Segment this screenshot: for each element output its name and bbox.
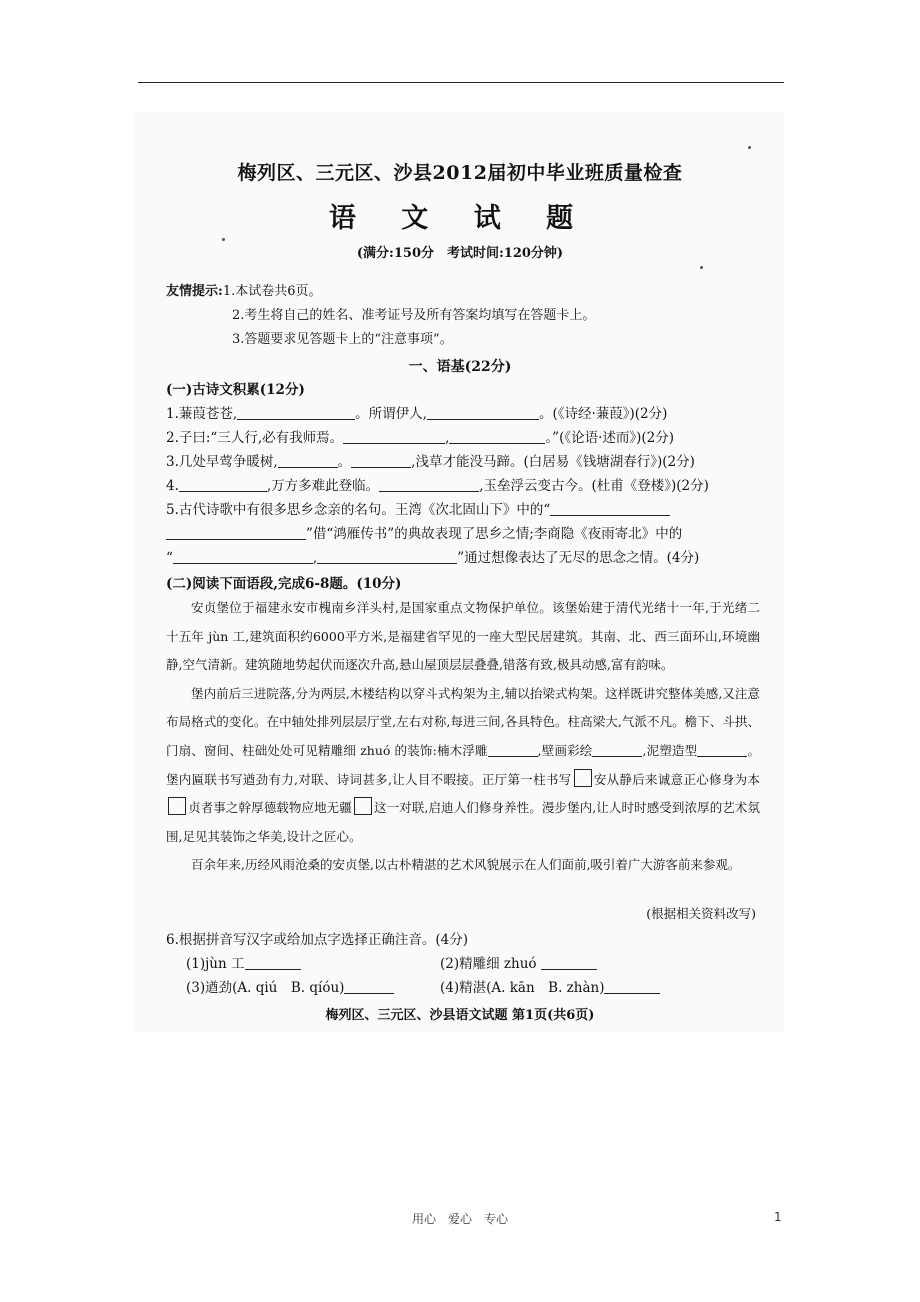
answer-blank: [351, 453, 411, 468]
tip-text: 1.本试卷共6页。: [222, 284, 322, 299]
document-footer-motto: 用心 爱心 专心: [411, 1212, 508, 1226]
q2-text: 。”(《论语·述而》)(2分): [545, 430, 675, 446]
tip-1: [166, 282, 322, 302]
question-6-stem: 6.根据拼音写汉字或给加点字选择正确注音。(4分): [166, 932, 469, 948]
passage-text: 。堡内匾联书写遒劲有力,对联、诗词甚多,让人目不暇接。正厅第一柱书写: [166, 742, 760, 787]
question-4: [166, 476, 709, 496]
answer-blank: [245, 955, 301, 970]
tip-3: 3.答题要求见答题卡上的“注意事项”。: [232, 332, 453, 347]
q6-option-3: [186, 978, 394, 998]
answer-blank: [379, 477, 479, 492]
passage-paragraph: 百余年来,历经风雨沧桑的安贞堡,以古朴精湛的艺术风貌展示在人们面前,吸引着广大游客前来参观。: [191, 857, 741, 873]
question-2: [166, 428, 674, 448]
blank-box: [168, 797, 186, 815]
page-footer: 梅列区、三元区、沙县语文试题 第1页(共6页): [325, 1008, 595, 1023]
passage-text: 这一对联,启迪人们修身养性。漫步堡内,让人时时感受到浓厚的艺术氛围,足见其装饰之华美,设计之匠心。: [166, 800, 760, 844]
q1-text: 。所谓伊人,: [355, 406, 427, 422]
q3-text: 3.几处早莺争暖树,: [166, 454, 278, 470]
section-heading: 一、语基(22分): [408, 359, 512, 375]
q5-text: 5.古代诗歌中有很多思乡念亲的名句。王湾《次北固山下》中的“: [166, 502, 551, 518]
q4-text: ,玉垒浮云变古今。(杜甫《登楼》)(2分): [479, 478, 709, 494]
q3-text: 。: [337, 454, 352, 470]
q5-text: ”借“鸿雁传书”的典故表现了思乡之情;李商隐《夜雨寄北》中的: [306, 526, 683, 542]
tip-2: 2.考生将自己的姓名、准考证号及所有答案均填写在答题卡上。: [232, 308, 596, 323]
tips-label: 友情提示:: [166, 284, 223, 299]
answer-blank: [343, 429, 445, 444]
passage-text: ,壁画彩绘: [537, 742, 593, 758]
q2-text: 2.子曰:“三人行,必有我师焉。: [166, 430, 344, 446]
answer-blank: [541, 955, 597, 970]
q3-text: ,浅草才能没马蹄。(白居易《钱塘湖春行》)(2分): [411, 454, 695, 470]
answer-blank: [278, 453, 338, 468]
subject-title: 语 文 试 题: [328, 203, 592, 234]
passage-paragraph: 安贞堡位于福建永安市槐南乡洋头村,是国家重点文物保护单位。该堡始建于清代光绪十一年,于光绪二十五年 jùn 工,建筑面积约6000平方米,是福建省罕见的一座大型民居建筑。其南、北、西三面环山,环境幽静,空气清新。建筑随地势起伏而逐次升高,悬山屋顶层层叠叠,错落有致,极具动感,富有韵味。: [166, 600, 760, 673]
q6-option-2: [440, 954, 597, 974]
answer-blank: [449, 429, 545, 444]
top-rule: [138, 82, 784, 83]
scan-speck: [748, 146, 751, 149]
part2-heading: (二)阅读下面语段,完成6-8题。(10分): [166, 576, 402, 592]
q5-text: ”通过想像表达了无尽的思念之情。(4分): [457, 550, 700, 566]
answer-blank: [592, 742, 642, 757]
answer-blank: [550, 501, 670, 516]
passage-text: 堡内前后三进院落,分为两层,木楼结构以穿斗式构架为主,辅以抬梁式构架。这样既讲究整体美感,又注意布局格式的变化。在中轴处排列层层厅堂,左右对称,每进三间,各具特色。柱高梁大,气派不凡。檐下、斗拱、门扇、窗间、柱础处处可见精雕细 zhuó 的装饰:楠木浮雕: [166, 685, 760, 758]
passage-source: (根据相关资料改写): [646, 906, 756, 921]
question-1: [166, 404, 667, 424]
passage-text: ,泥塑造型: [642, 742, 698, 758]
q4-text: 4.: [166, 478, 179, 494]
q2-text: ,: [445, 430, 450, 446]
q6-option-4: [440, 978, 660, 998]
question-3: [166, 452, 695, 472]
q4-text: ,万方多难此登临。: [266, 478, 380, 494]
q5-text: “: [166, 550, 173, 566]
answer-blank: [697, 742, 747, 757]
q6-option-text: (3)遒劲(A. qiú B. qíóu): [186, 980, 345, 996]
passage-text: 贞者事之幹厚德载物应地无疆: [188, 800, 352, 816]
exam-meta: (满分:150分 考试时间:120分钟): [356, 246, 564, 261]
answer-blank: [179, 477, 267, 492]
answer-blank: [604, 979, 660, 994]
reading-passage: [166, 594, 760, 880]
answer-blank: [166, 525, 306, 540]
answer-blank: [317, 549, 457, 564]
q6-option-text: (4)精湛(A. kān B. zhàn): [440, 980, 605, 996]
answer-blank: [488, 742, 538, 757]
page-number: 1: [774, 1210, 782, 1224]
q6-option-text: (1)jùn 工: [186, 956, 245, 972]
q6-option-1: [186, 954, 301, 974]
passage-text: 安从静后来诚意正心修身为本: [593, 771, 760, 787]
q5-text: ,: [312, 550, 318, 566]
answer-blank: [173, 549, 313, 564]
question-5-line-3: [166, 548, 699, 568]
q6-option-text: (2)精雕细 zhuó: [440, 956, 537, 972]
passage-paragraph: [166, 680, 760, 852]
answer-blank: [344, 979, 394, 994]
scan-speck: [700, 266, 703, 269]
q1-text: 。(《诗经·蒹葭》)(2分): [538, 406, 668, 422]
question-5-line-2: [166, 524, 682, 544]
question-5-line-1: [166, 500, 670, 520]
q1-text: 1.蒹葭苍苍,: [166, 406, 238, 422]
answer-blank: [237, 405, 355, 420]
scan-speck: [222, 238, 225, 241]
part1-heading: (一)古诗文积累(12分): [166, 382, 305, 398]
blank-box: [354, 797, 372, 815]
answer-blank: [427, 405, 539, 420]
exam-title: 梅列区、三元区、沙县2012届初中毕业班质量检查: [237, 162, 683, 184]
blank-box: [574, 769, 592, 787]
